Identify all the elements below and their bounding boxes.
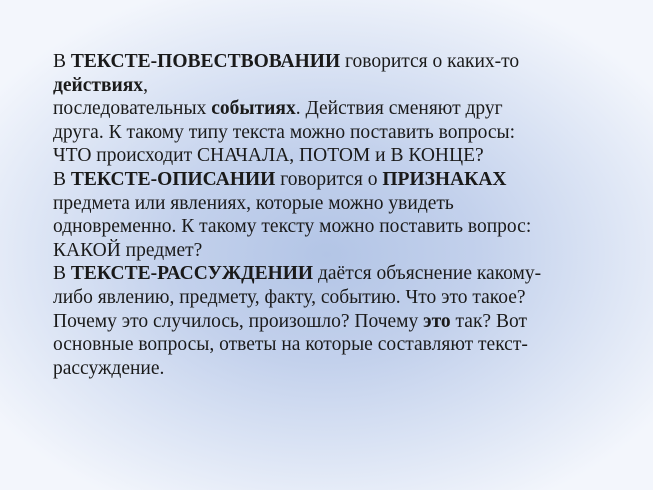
narration-line-1: В ТЕКСТЕ-ПОВЕСТВОВАНИИ говорится о каких-то [53, 51, 520, 72]
description-line-1: В ТЕКСТЕ-ОПИСАНИИ говорится о ПРИЗНАКАХ [53, 168, 507, 190]
reasoning-line-2: либо явлению, предмету, факту, событию. Что это такое? [53, 286, 526, 308]
actions-term: действиях [53, 74, 144, 96]
narration-line-5: ЧТО происходит СНАЧАЛА, ПОТОМ и В КОНЦЕ? [53, 145, 484, 167]
description-line-2: предмета или явлениях, которые можно увидеть [53, 192, 454, 214]
reasoning-line-3: Почему это случилось, произошло? Почему это так? Вот [53, 310, 527, 332]
features-term: ПРИЗНАКАХ [382, 168, 507, 190]
reasoning-line-5: рассуждение. [53, 357, 165, 379]
description-paragraph [53, 168, 613, 262]
description-term: ТЕКСТЕ-ОПИСАНИИ [70, 168, 276, 190]
this-term: это [423, 310, 451, 332]
reasoning-term: ТЕКСТЕ-РАССУЖДЕНИИ [70, 263, 314, 285]
reasoning-line-4: основные вопросы, ответы на которые составляют текст- [53, 334, 528, 356]
narration-paragraph [53, 50, 613, 168]
description-line-4: КАКОЙ предмет? [53, 239, 203, 261]
events-term: событиях [211, 98, 296, 120]
slide-text-block [53, 50, 613, 380]
description-line-3: одновременно. К такому тексту можно поставить вопрос: [53, 216, 532, 238]
reasoning-paragraph [53, 262, 613, 380]
narration-line-4: друга. К такому типу текста можно поставить вопросы: [53, 121, 516, 143]
narration-term: ТЕКСТЕ-ПОВЕСТВОВАНИИ [70, 51, 341, 72]
reasoning-line-1: В ТЕКСТЕ-РАССУЖДЕНИИ даётся объяснение какому- [53, 263, 542, 285]
narration-line-3: последовательных событиях. Действия сменяют друг [53, 98, 503, 120]
narration-line-2: действиях, [53, 74, 148, 96]
